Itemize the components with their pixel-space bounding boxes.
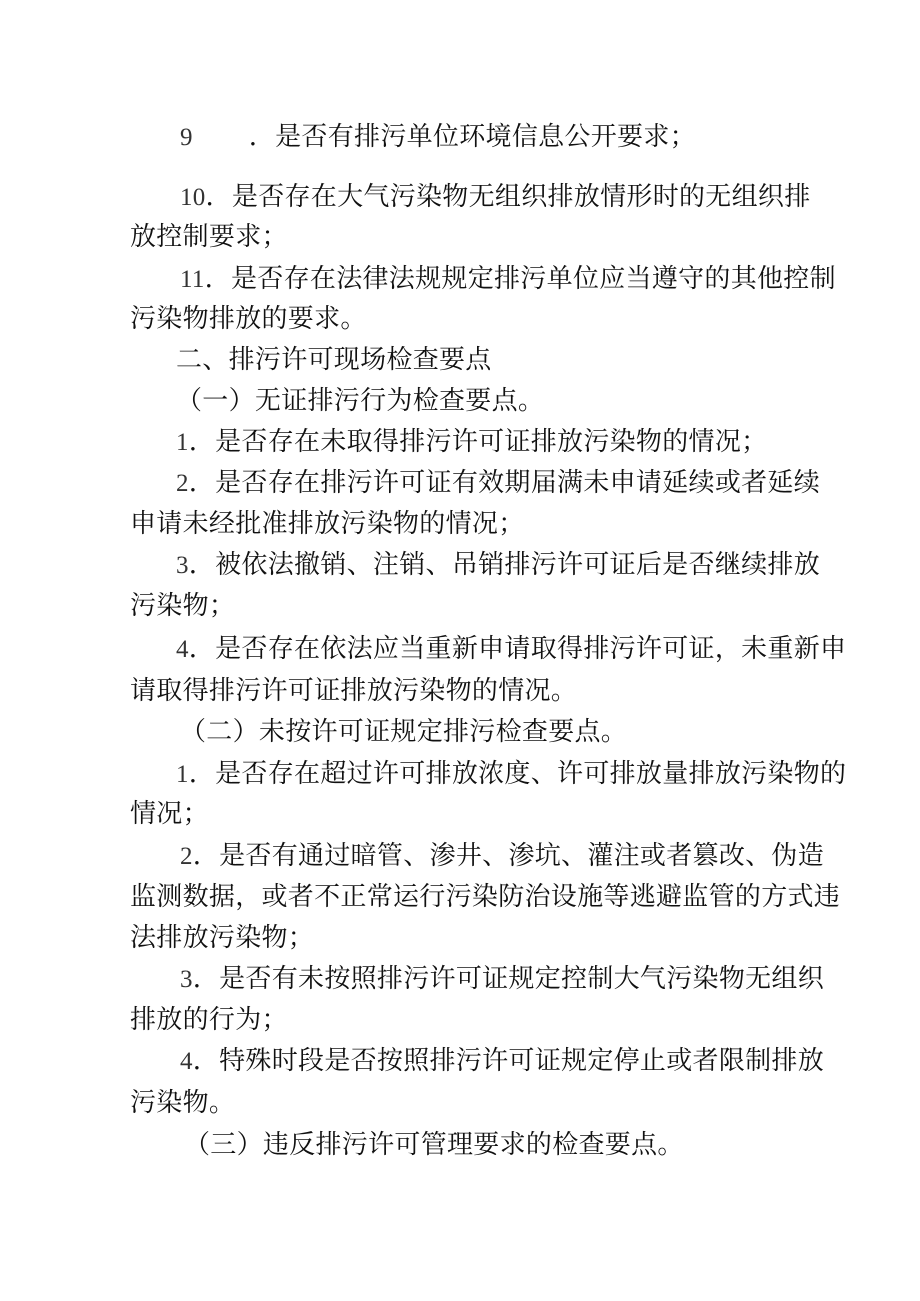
item-number: 11 [180,266,205,293]
item-number: 4 [176,636,189,663]
item-2-noncompliant-line-3: 法排放污染物； [130,923,315,953]
item-4-noncompliant-line-2: 污染物。 [130,1088,236,1118]
line-text: ．特殊时段是否按照排污许可证规定停止或者限制排放 [192,1046,825,1076]
item-3-unlicensed-line-1 [176,548,846,583]
line-text: ．是否存在超过许可排放浓度、许可排放量排放污染物的 [188,759,847,789]
item-4-noncompliant-line-1 [180,1044,850,1079]
item-number: 3 [176,552,189,579]
item-2-unlicensed-line-2: 申请未经批准排放污染物的情况； [130,509,525,539]
line-text: ．是否存在未取得排污许可证排放污染物的情况； [188,427,768,457]
item-3-noncompliant-line-2: 排放的行为； [130,1005,288,1035]
item-2-noncompliant-line-2: 监测数据，或者不正常运行污染防治设施等逃避监管的方式违 [130,882,841,912]
subsection-heading-2: （二）未按许可证规定排污检查要点。 [180,717,628,747]
item-number: 4 [180,1048,193,1075]
paragraph-11-line-2: 污染物排放的要求。 [130,304,367,334]
item-1-noncompliant-line-1 [176,757,846,792]
item-number: 10 [180,184,206,211]
section-heading-2: 二、排污许可现场检查要点 [176,345,492,375]
paragraph-10-line-1 [180,180,850,215]
item-number: 1 [176,761,189,788]
item-4-unlicensed-line-2: 请取得排污许可证排放污染物的情况。 [130,676,578,706]
paragraph-10-line-2: 放控制要求； [130,222,288,252]
item-number: 1 [176,429,189,456]
item-4-unlicensed-line-1 [176,632,846,667]
item-2-unlicensed-line-1 [176,466,846,501]
item-number: 2 [180,843,193,870]
item-number: 2 [176,470,189,497]
item-2-noncompliant-line-1 [180,839,850,874]
line-text: ．被依法撤销、注销、吊销排污许可证后是否继续排放 [188,550,821,580]
subsection-heading-1: （一）无证排污行为检查要点。 [176,386,545,416]
line-text: ．是否存在大气污染物无组织排放情形时的无组织排 [205,182,811,212]
line-text: ．是否存在排污许可证有效期届满未申请延续或者延续 [188,468,821,498]
item-number: 3 [180,966,193,993]
paragraph-11-line-1 [180,262,850,297]
item-number: 9 [180,124,193,151]
subsection-heading-3: （三）违反排污许可管理要求的检查要点。 [184,1130,684,1160]
item-3-unlicensed-line-2: 污染物； [130,591,236,621]
item-1-unlicensed [176,425,846,460]
item-3-noncompliant-line-1 [180,962,850,997]
line-text: ．是否存在法律法规规定排污单位应当遵守的其他控制 [204,264,836,294]
line-text: ．是否有通过暗管、渗井、渗坑、灌注或者篡改、伪造 [192,841,825,871]
item-1-noncompliant-line-2: 情况； [130,799,209,829]
line-text: ．是否有排污单位环境信息公开要求； [248,122,696,152]
paragraph-9 [180,120,850,155]
line-text: ．是否有未按照排污许可证规定控制大气污染物无组织 [192,964,825,994]
line-text: ．是否存在依法应当重新申请取得排污许可证，未重新申 [188,634,847,664]
